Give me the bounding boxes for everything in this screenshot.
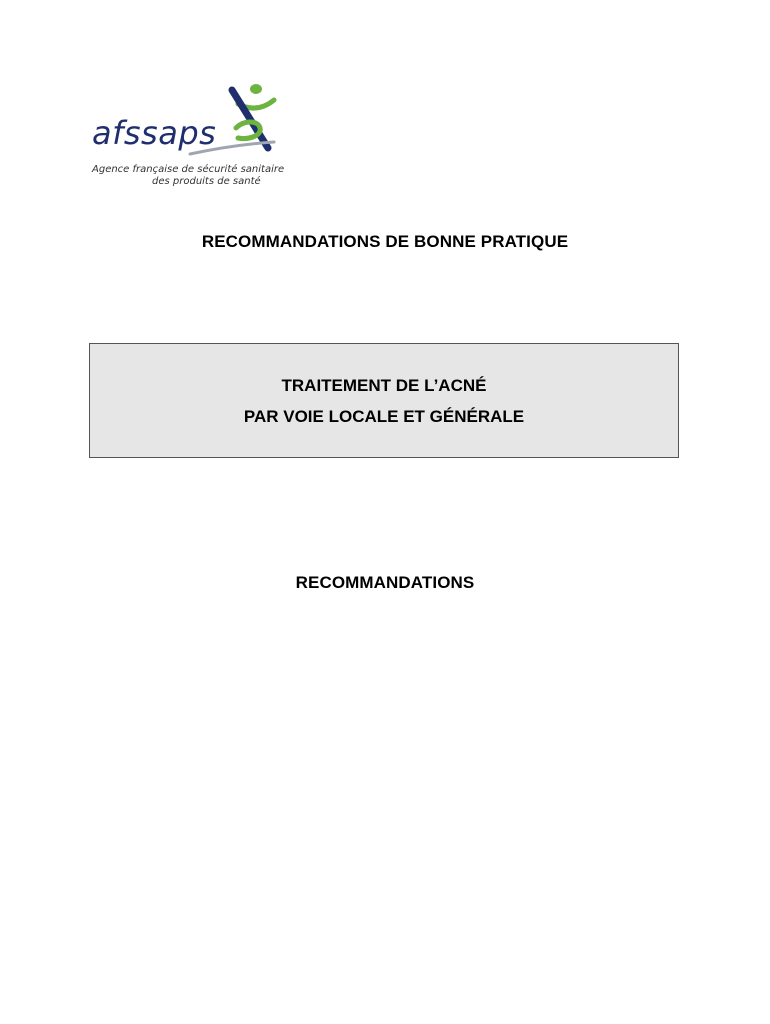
- logo-tagline-line1: Agence française de sécurité sanitaire: [92, 164, 285, 175]
- document-subtitle: RECOMMANDATIONS: [295, 573, 475, 592]
- logo-wordmark: afssaps: [92, 114, 217, 152]
- logo-tagline-line2: des produits de santé: [152, 176, 261, 187]
- afssaps-logo-graphic: [88, 84, 288, 192]
- document-title-line2: PAR VOIE LOCALE ET GÉNÉRALE: [243, 406, 525, 426]
- document-type-heading: RECOMMANDATIONS DE BONNE PRATIQUE: [201, 232, 569, 251]
- afssaps-logo: [88, 84, 288, 192]
- logo-figure-head: [250, 84, 262, 94]
- document-title-line1: TRAITEMENT DE L’ACNÉ: [281, 375, 487, 395]
- document-title-box: [89, 343, 679, 458]
